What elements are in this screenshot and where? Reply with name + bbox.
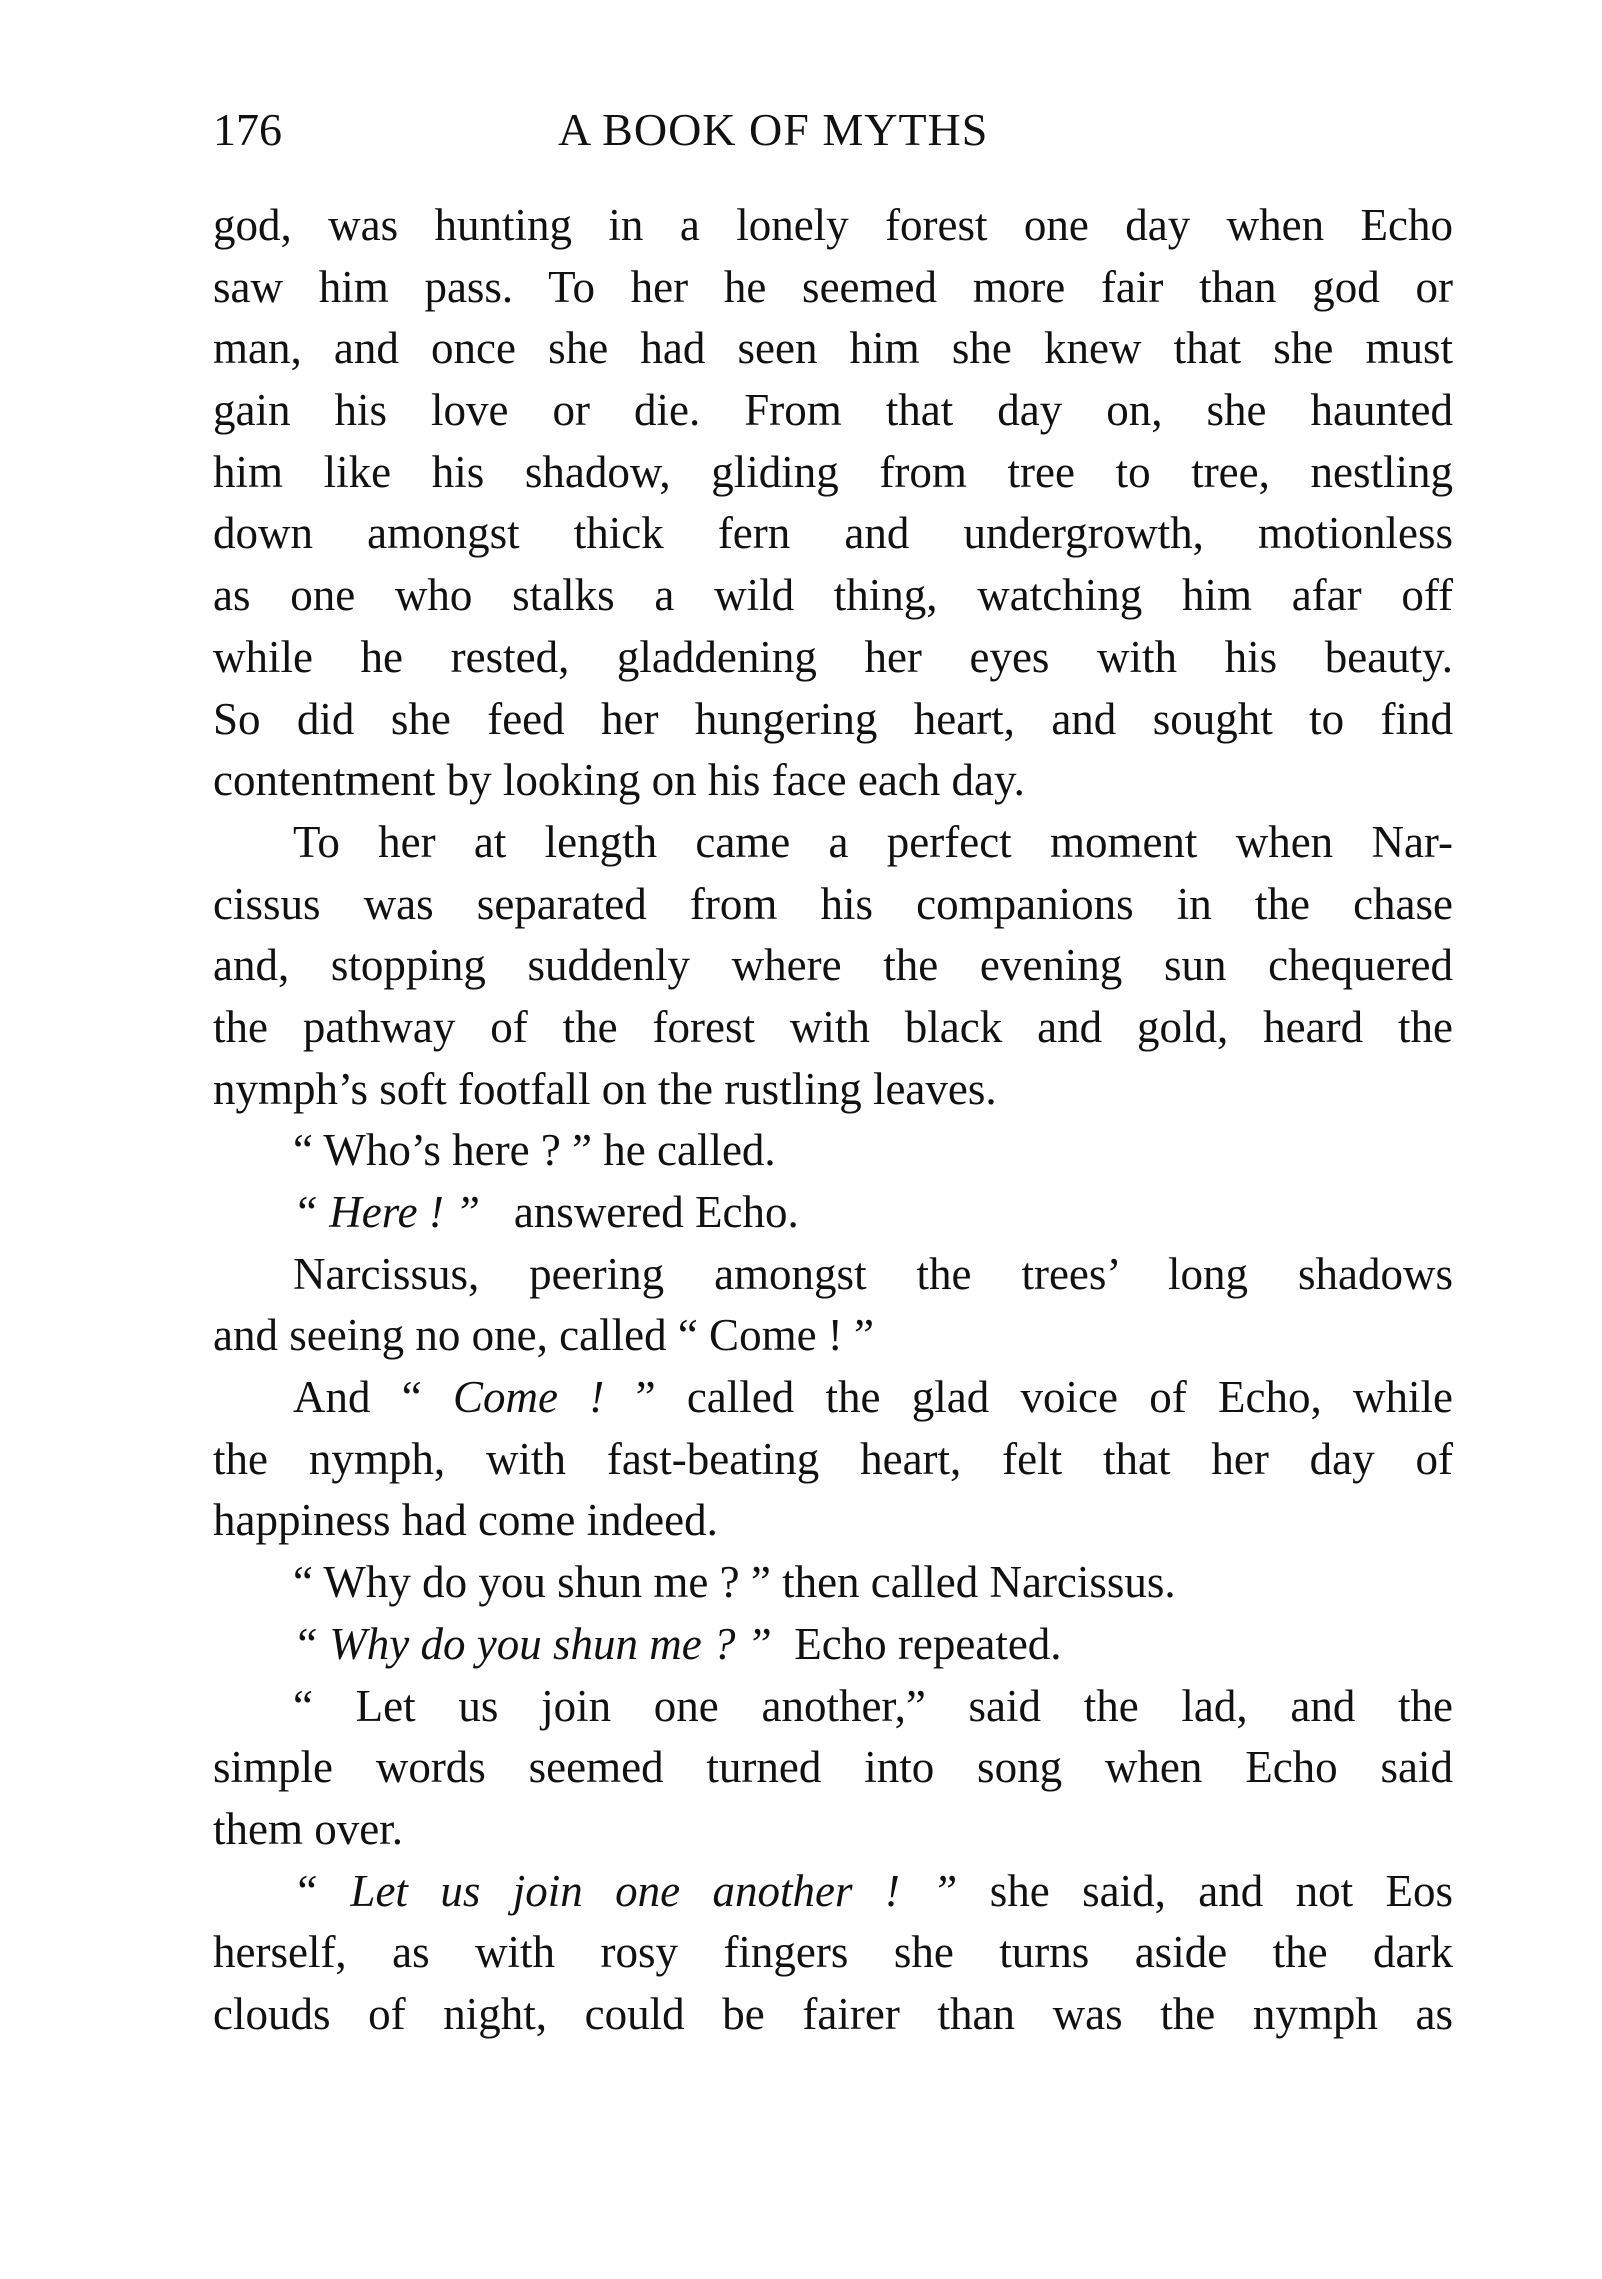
text-line: simple words seemed turned into song when Echo said (213, 1742, 1453, 1793)
text-line: “ Let us join one another,” said the lad, and the (293, 1680, 1453, 1731)
text-line: To her at length came a perfect moment when Nar- (293, 816, 1453, 867)
text-line: nymph’s soft footfall on the rustling leaves. (213, 1063, 997, 1114)
body-text (213, 195, 1453, 2046)
text-line: herself, as with rosy fingers she turns aside the dark (213, 1927, 1453, 1978)
text-line: So did she feed her hungering heart, and sought to find (213, 693, 1453, 744)
text-fragment: And “ (293, 1372, 422, 1423)
text-line: them over. (213, 1803, 403, 1854)
text-line: cissus was separated from his companions in the chase (213, 878, 1453, 929)
text-line: contentment by looking on his face each day. (213, 755, 1025, 806)
text-line: him like his shadow, gliding from tree to tree, nestling (213, 446, 1453, 497)
text-line: and seeing no one, called “ Come ! ” (213, 1310, 875, 1361)
text-line: happiness had come indeed. (213, 1495, 718, 1546)
text-line: “ Who’s here ? ” he called. (293, 1125, 776, 1176)
text-line: the nymph, with fast-beating heart, felt that her day of (213, 1433, 1453, 1484)
text-line: god, was hunting in a lonely forest one day when Echo (213, 200, 1453, 250)
text-line (213, 1367, 1453, 1429)
text-line: down amongst thick fern and undergrowth, motionless (213, 508, 1453, 559)
italic-echo: “ Let us join one another ! ” (293, 1865, 958, 1916)
text-line: and, stopping suddenly where the evening sun chequered (213, 940, 1453, 991)
text-line: gain his love or die. From that day on, she haunted (213, 385, 1453, 436)
italic-echo: “ Here ! ” (293, 1187, 481, 1237)
page-header (213, 100, 1453, 160)
text-fragment: she said, and not Eos (989, 1865, 1454, 1916)
text-fragment: ” called the glad voice of Echo, while (635, 1372, 1453, 1423)
text-fragment: answered Echo. (513, 1187, 799, 1237)
text-line: man, and once she had seen him she knew that she must (213, 323, 1453, 374)
text-line (213, 1861, 1453, 1923)
text-line: as one who stalks a wild thing, watching him afar off (213, 570, 1453, 621)
running-title: A BOOK OF MYTHS (558, 104, 989, 155)
text-line (213, 1182, 1453, 1244)
page-number: 176 (213, 104, 282, 155)
text-line: Narcissus, peering amongst the trees’ long shadows (293, 1248, 1453, 1299)
text-line: the pathway of the forest with black and gold, heard the (213, 1001, 1453, 1052)
text-line: clouds of night, could be fairer than was the nymph as (213, 1988, 1453, 2039)
italic-echo: Come ! (453, 1372, 605, 1423)
italic-echo: “ Why do you shun me ? ” (293, 1618, 772, 1669)
text-fragment: Echo repeated. (794, 1618, 1062, 1669)
text-line (213, 1614, 1453, 1676)
text-line: while he rested, gladdening her eyes with his beauty. (213, 631, 1453, 682)
text-line: saw him pass. To her he seemed more fair than god or (213, 261, 1453, 312)
text-line: “ Why do you shun me ? ” then called Narcissus. (293, 1557, 1176, 1608)
